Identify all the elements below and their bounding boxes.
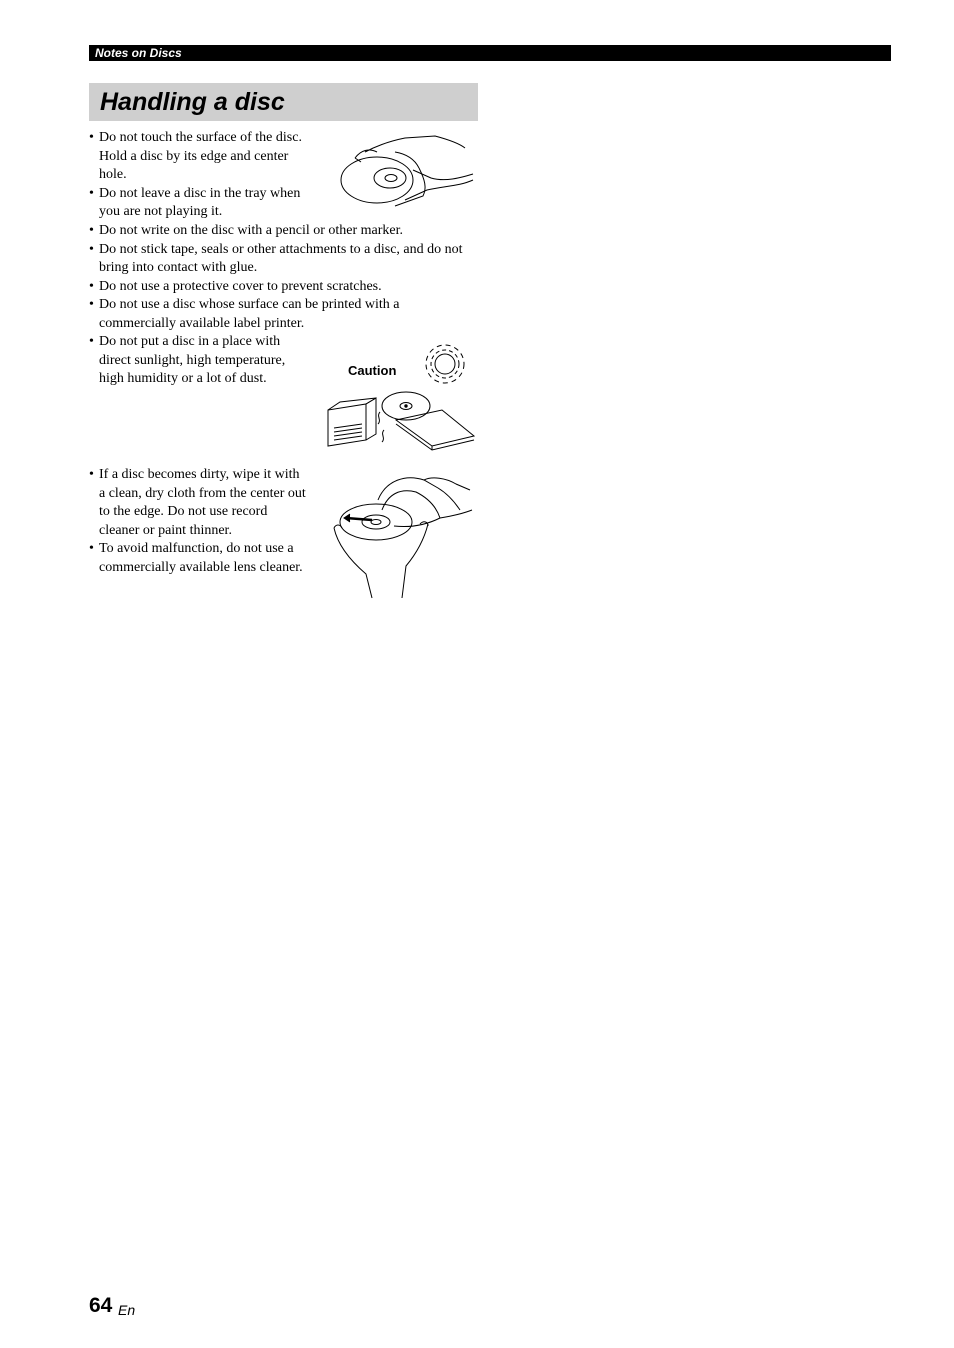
list-item: • If a disc becomes dirty, wipe it with a clean, dry cloth from the center out to the edge. Do not use record cleaner or paint thinner. (89, 466, 307, 540)
page-title: Handling a disc (100, 88, 285, 116)
list-item: • Do not touch the surface of the disc. Hold a disc by its edge and center hole. (89, 129, 311, 185)
list-item: • Do not use a protective cover to prevent scratches. (89, 278, 479, 297)
list-item: • To avoid malfunction, do not use a commercially available lens cleaner. (89, 540, 307, 577)
caution-label: Caution (348, 363, 397, 378)
list-item: • Do not use a disc whose surface can be printed with a commercially available label printer. (89, 296, 479, 333)
caution-heat-dust-illustration (322, 340, 478, 452)
section-header-label: Notes on Discs (95, 46, 182, 60)
page-number: 64 (89, 1294, 113, 1317)
list-item: • Do not stick tape, seals or other attachments to a disc, and do not bring into contact with glue. (89, 241, 479, 278)
hand-holding-disc-illustration (335, 130, 477, 212)
handling-list (89, 466, 307, 577)
page-language: En (118, 1302, 136, 1318)
list-item: • Do not put a disc in a place with direct sunlight, high temperature, high humidity or a lot of dust. (89, 333, 299, 389)
wiping-disc-illustration (328, 470, 476, 600)
list-item: • Do not write on the disc with a pencil or other marker. (89, 222, 479, 241)
handling-list (89, 222, 479, 333)
title-box (89, 83, 478, 121)
handling-list (89, 333, 299, 389)
handling-list (89, 129, 311, 222)
section-header-bar (89, 45, 891, 61)
list-item: • Do not leave a disc in the tray when you are not playing it. (89, 185, 311, 222)
